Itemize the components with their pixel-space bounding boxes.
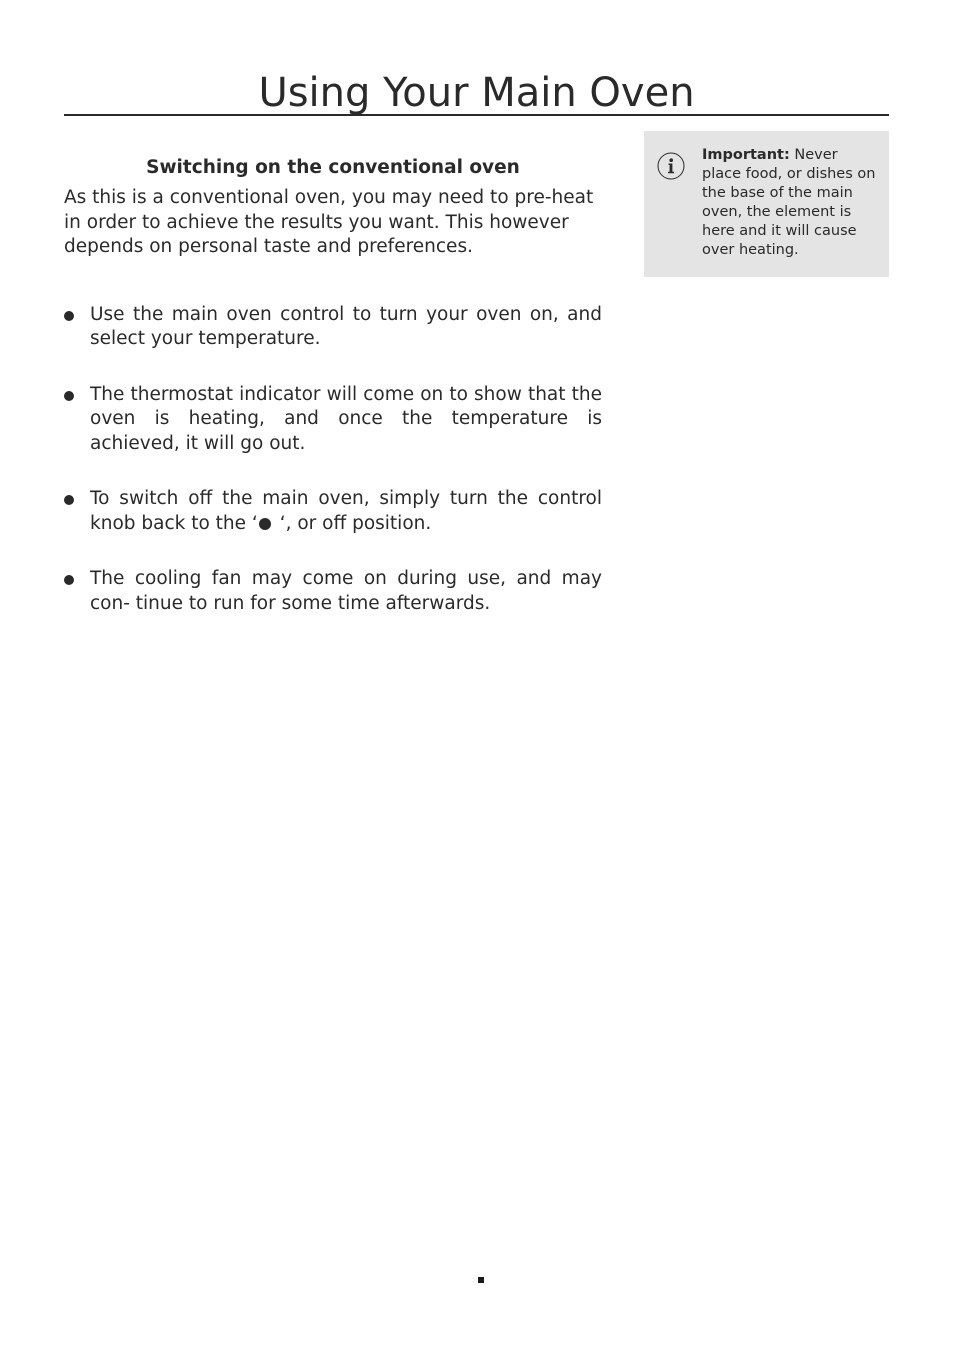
- title-divider: [64, 114, 889, 116]
- off-position-icon: [259, 518, 271, 530]
- list-item: [64, 567, 602, 616]
- list-item-text-continued: ‘, or off position.: [273, 512, 432, 534]
- section-heading: Switching on the conventional oven: [146, 157, 520, 178]
- list-item: [64, 383, 602, 457]
- important-note: [644, 131, 889, 277]
- bullet-icon: [64, 311, 74, 321]
- bullet-icon: [64, 575, 74, 585]
- note-body: Never place food, or dishes on the base of the main oven, the element is here and it will cause over heating.: [702, 147, 876, 258]
- bullet-icon: [64, 495, 74, 505]
- main-content: [64, 154, 602, 647]
- list-item-text: To switch off the main oven, simply turn the control knob back to the ‘: [90, 488, 602, 534]
- note-label: Important:: [702, 147, 790, 163]
- page-title: Using Your Main Oven: [258, 70, 695, 116]
- note-text: [702, 146, 878, 260]
- list-item-text: Use the main oven control to turn your oven on, and select your temperature.: [90, 303, 602, 349]
- list-item: [64, 487, 602, 536]
- page-marker: [478, 1277, 484, 1283]
- intro-paragraph: As this is a conventional oven, you may need to pre-heat in order to achieve the results you want. This however depends on personal taste and preferences.: [64, 187, 594, 257]
- instruction-list: [64, 303, 602, 617]
- info-icon: [657, 152, 685, 180]
- bullet-icon: [64, 391, 74, 401]
- list-item-text: The cooling fan may come on during use, and may con- tinue to run for some time afterwards.: [90, 568, 602, 614]
- list-item: [64, 303, 602, 352]
- list-item-text: The thermostat indicator will come on to show that the oven is heating, and once the temperature is achieved, it will go out.: [90, 383, 602, 454]
